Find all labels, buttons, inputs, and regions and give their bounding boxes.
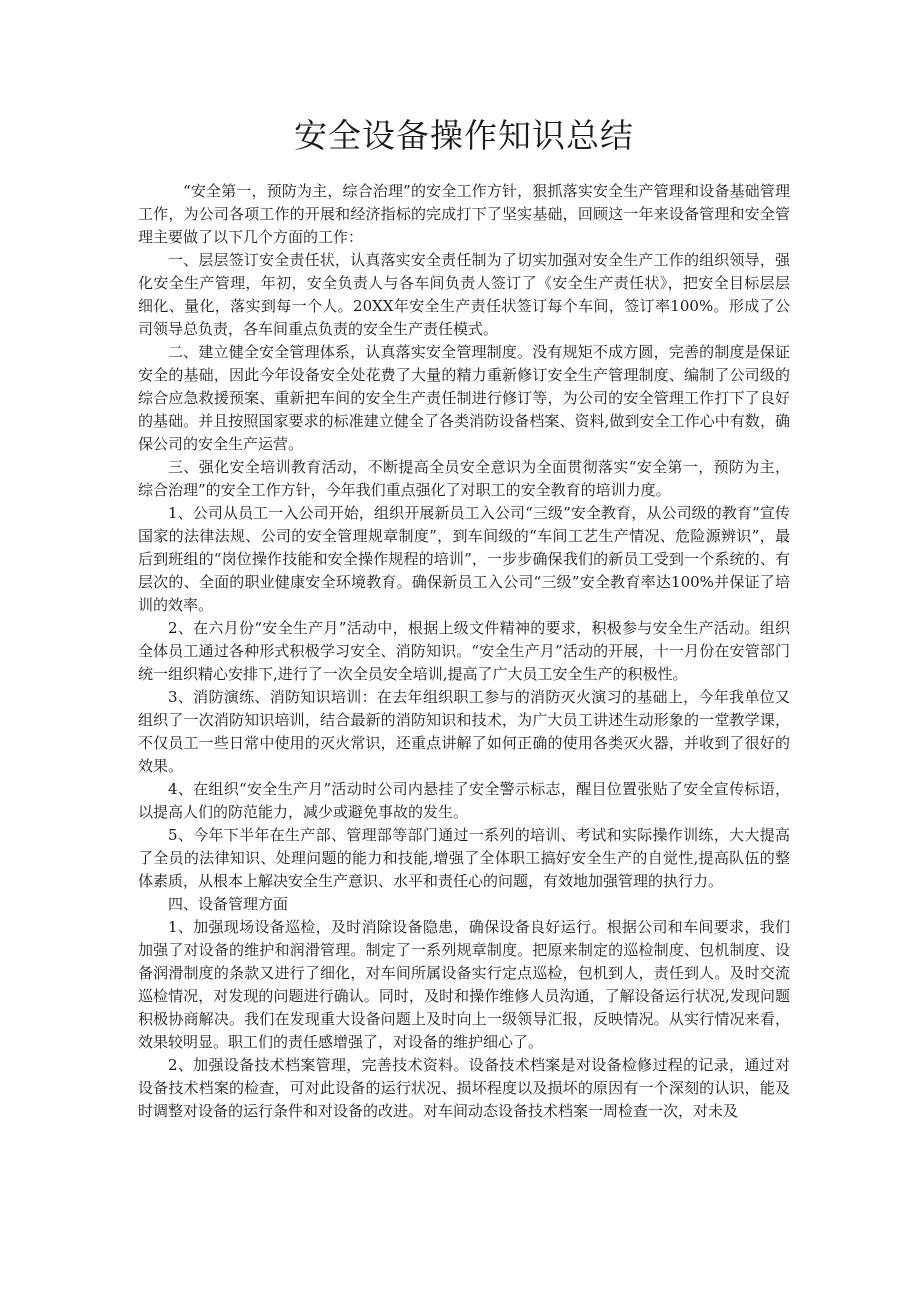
paragraph-training-item-4: 4、在组织“安全生产月”活动时公司内悬挂了安全警示标志，醒目位置张贴了安全宣传标语，以提高人们的防范能力，减少或避免事故的发生。 bbox=[138, 780, 790, 821]
intro-paragraph: “安全第一，预防为主，综合治理”的安全工作方针，狠抓落实安全生产管理和设备基础管理工作，为公司各项工作的开展和经济指标的完成打下了坚实基础，回顾这一年来设备管理和安全管理主要做了以下几个方面的工作： bbox=[138, 182, 790, 246]
paragraph-training-item-2: 2、在六月份“安全生产月”活动中，根据上级文件精神的要求，积极参与安全生产活动。组织全体员工通过各种形式积极学习安全、消防知识。“安全生产月”活动的开展，十一月份在安管部门统一组织精心安排下,进行了一次全员安全培训,提高了广大员工安全生产的积极性。 bbox=[138, 619, 790, 683]
paragraph-training: 三、强化安全培训教育活动，不断提高全员安全意识为全面贯彻落实“安全第一，预防为主，综合治理”的安全工作方针，今年我们重点强化了对职工的安全教育的培训力度。 bbox=[138, 458, 790, 499]
paragraph-training-item-1: 1、公司从员工一入公司开始，组织开展新员工入公司“三级”安全教育，从公司级的教育”宣传国家的法律法规、公司的安全管理规章制度”，到车间级的“车间工艺生产情况、危险源辨识”，最后到班组的“岗位操作技能和安全操作规程的培训”，一步步确保我们的新员工受到一个系统的、有层次的、全面的职业健康安全环境教育。确保新员工入公司“三级”安全教育率达100%并保证了培训的效率。 bbox=[138, 504, 790, 614]
section-heading-equipment: 四、设备管理方面 bbox=[168, 895, 289, 913]
document-page bbox=[138, 112, 790, 1123]
paragraph-equipment-item-1: 1、加强现场设备巡检，及时消除设备隐患，确保设备良好运行。根据公司和车间要求，我们加强了对设备的维护和润滑管理。制定了一系列规章制度。把原来制定的巡检制度、包机制度、设备润滑制度的条款又进行了细化，对车间所属设备实行定点巡检，包机到人，责任到人。及时交流巡检情况，对发现的问题进行确认。同时，及时和操作维修人员沟通，了解设备运行状况,发现问题积极协商解决。我们在发现重大设备问题上及时向上一级领导汇报，反映情况。从实行情况来看，效果较明显。职工们的责任感增强了，对设备的维护细心了。 bbox=[138, 918, 790, 1051]
paragraph-training-item-5: 5、今年下半年在生产部、管理部等部门通过一系列的培训、考试和实际操作训练，大大提高了全员的法律知识、处理问题的能力和技能,增强了全体职工搞好安全生产的自觉性,提高队伍的整体素质，从根本上解决安全生产意识、水平和责任心的问题，有效地加强管理的执行力。 bbox=[138, 826, 790, 890]
paragraph-training-item-3: 3、消防演练、消防知识培训：在去年组织职工参与的消防灭火演习的基础上，今年我单位又组织了一次消防知识培训，结合最新的消防知识和技术，为广大员工讲述生动形象的一堂教学课，不仅员工一些日常中使用的灭火常识，还重点讲解了如何正确的使用各类灭火器，并收到了很好的效果。 bbox=[138, 688, 790, 775]
paragraph-equipment-item-2: 2、加强设备技术档案管理，完善技术资料。设备技术档案是对设备检修过程的记录，通过对设备技术档案的检查，可对此设备的运行状况、损坏程度以及损坏的原因有一个深刻的认识，能及时调整对设备的运行条件和对设备的改进。对车间动态设备技术档案一周检查一次，对未及 bbox=[138, 1056, 790, 1120]
document-title: 安全设备操作知识总结 bbox=[294, 116, 634, 155]
paragraph-management-system: 二、建立健全安全管理体系，认真落实安全管理制度。没有规矩不成方圆，完善的制度是保证安全的基础，因此今年设备安全处花费了大量的精力重新修订安全生产管理制度、编制了公司级的综合应急救援预案、重新把车间的安全生产责任制进行修订等，为公司的安全管理工作打下了良好的基础。并且按照国家要求的标准建立健全了各类消防设备档案、资料,做到安全工作心中有数，确保公司的安全生产运营。 bbox=[138, 343, 790, 453]
paragraph-responsibility: 一、层层签订安全责任状，认真落实安全责任制为了切实加强对安全生产工作的组织领导，强化安全生产管理，年初，安全负责人与各车间负责人签订了《安全生产责任状》，把安全目标层层细化、量化，落实到每一个人。20XX年安全生产责任状签订每个车间，签订率100%。形成了公司领导总负责，各车间重点负责的安全生产责任模式。 bbox=[138, 251, 790, 338]
